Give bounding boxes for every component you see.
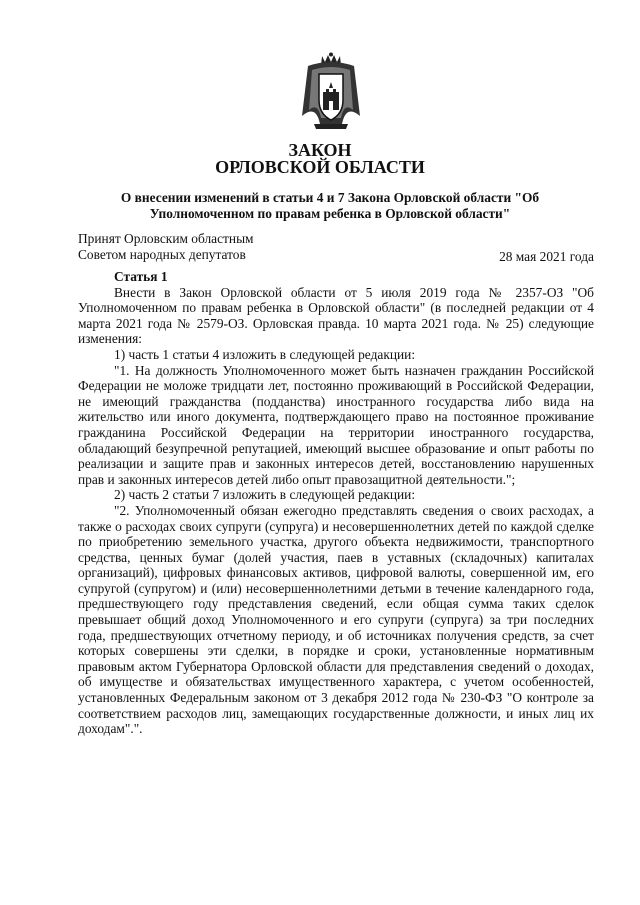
adoption-line-2: Советом народных депутатов <box>78 247 246 262</box>
adoption-block <box>78 231 254 263</box>
adoption-date: 28 мая 2021 года <box>499 249 594 264</box>
article-heading: Статья 1 <box>114 269 168 284</box>
region-title: ОРЛОВСКОЙ ОБЛАСТИ <box>215 157 425 177</box>
coat-of-arms-icon <box>298 52 364 130</box>
article-paragraph: "1. На должность Уполномоченного может быть назначен гражданин Российской Федерации не моложе тридцати лет, постоянно проживающий в Российской Федерации, не имеющий гражданства (подданства) иностранного государства либо вида на жительство или иного документа, подтверждающего право на постоянное проживание гражданина Российской Федерации на территории иностранного государства, обладающий безупречной репутацией, имеющий высшее образование и опыт работы по реализации и защите прав и законных интересов детей, восстановлению нарушенных прав и законных интересов детей либо опыт правозащитной деятельности."; <box>78 362 594 487</box>
article-paragraph: 2) часть 2 статьи 7 изложить в следующей редакции: <box>114 487 416 503</box>
adoption-line-1: Принят Орловским областным <box>78 231 254 246</box>
article-paragraph: "2. Уполномоченный обязан ежегодно представлять сведения о своих расходах, а также о расходах своих супруги (супруга) и несовершеннолетних детей по каждой сделке по приобретению земельного участка, другого объекта недвижимости, транспортного средства, ценных бумаг (долей участия, паев в уставных (складочных) капиталах организаций), цифровых финансовых активов, цифровой валюты, совершенной им, его супругой (супругом) и (или) несовершеннолетними детьми в течение календарного года, предшествующего году представления сведений, если общая сумма таких сделок превышает общий доход Уполномоченного и его супруги (супруга) за три последних года, предшествующих отчетному периоду, и об источниках получения средств, за счет которых совершены эти сделки, в порядке и сроки, установленные нормативным правовым актом Губернатора Орловской области для представления сведений о доходах, об имуществе и обязательствах имущественного характера, с учетом особенностей, установленных Федеральным законом от 3 декабря 2012 года № 230-ФЗ "О контроле за соответствием расходов лиц, замещающих государственные должности, и иных лиц их доходам".". <box>78 502 594 737</box>
law-subject: О внесении изменений в статьи 4 и 7 Закона Орловской области "Об Уполномоченном по правам ребенка в Орловской области" <box>120 190 540 221</box>
document-type-title: ЗАКОН <box>288 140 352 160</box>
article-body <box>78 269 594 737</box>
article-paragraph: Внести в Закон Орловской области от 5 июля 2019 года № 2357-ОЗ "Об Уполномоченном по правам ребенка в Орловской области" (в последней редакции от 4 марта 2021 года № 2579-ОЗ. Орловская правда. 10 марта 2021 года. № 25) следующие изменения: <box>78 284 594 347</box>
article-paragraph: 1) часть 1 статьи 4 изложить в следующей редакции: <box>114 346 416 362</box>
